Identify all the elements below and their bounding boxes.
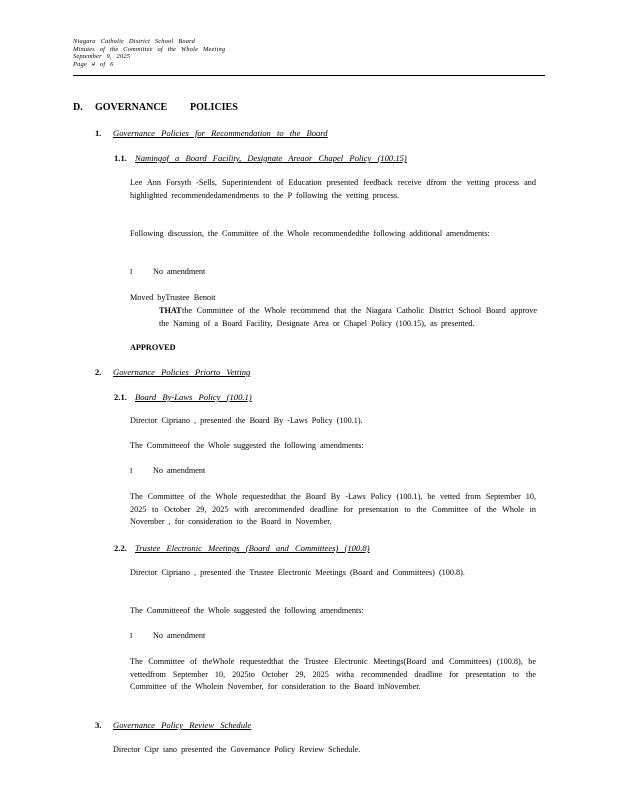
item-1-title: Governance Policies for Recommendation to the Board bbox=[113, 128, 328, 138]
header-page-number: Page 4 of 6 bbox=[73, 60, 114, 68]
item-2-2-number: 2.2. bbox=[114, 543, 127, 553]
item-1-1-motion: the Committee of the Whole recommend that the Niagara Catholic District School Board approve the Naming of a Board Facility, Designate Area or Chapel Policy (100.15), as presented. bbox=[159, 306, 537, 328]
section-title-policies: POLICIES bbox=[190, 102, 238, 113]
item-2-2-bullet-mark: I bbox=[130, 632, 133, 640]
section-letter: D. bbox=[73, 102, 83, 113]
item-1-1-paragraph-1: Lee Ann Forsyth -Sells, Superintendent of Education presented feedback receive dfrom the vetting process and highlighted recommendedamendments to the P following the vetting process. bbox=[130, 178, 536, 200]
item-2-title: Governance Policies Priorto Vetting bbox=[113, 367, 251, 377]
item-2-2-paragraph-2: The Committeeof the Whole suggested the following amendments: bbox=[130, 606, 364, 615]
item-1-1-moved-by: Moved byTrustee Benoit bbox=[130, 293, 216, 302]
item-1-1-number: 1.1. bbox=[114, 153, 127, 163]
item-1-number: 1. bbox=[95, 128, 102, 138]
item-2-2-bullet-text: No amendment bbox=[153, 631, 206, 640]
header-meeting-name: Minutes of the Committee of the Whole Meeting bbox=[73, 45, 226, 53]
item-3-title: Governance Policy Review Schedule bbox=[113, 720, 252, 730]
header-board-name: Niagara Catholic District School Board bbox=[73, 38, 195, 45]
item-3-paragraph-1: Director Cipr iano presented the Governance Policy Review Schedule. bbox=[113, 745, 361, 754]
item-1-1-bullet-mark: I bbox=[130, 268, 133, 276]
item-1-1-approved: APPROVED bbox=[130, 343, 176, 352]
section-title-governance: GOVERNANCE bbox=[95, 102, 168, 113]
item-1-1-bullet-text: No amendment bbox=[153, 267, 206, 276]
item-2-1-title: Board By-Laws Policy (100.1) bbox=[135, 392, 252, 402]
item-3-number: 3. bbox=[95, 720, 102, 730]
item-2-1-bullet-text: No amendment bbox=[153, 466, 206, 475]
item-2-1-paragraph-3: The Committee of the Whole requestedthat the Board By -Laws Policy (100.1), be vetted from September 10, 2025 to October 29, 2025 with arecommended deadline for presentation to the Committee of the Whole in November , for consideration to the Board in November. bbox=[130, 492, 536, 527]
header-divider bbox=[73, 75, 545, 76]
item-2-1-number: 2.1. bbox=[114, 392, 127, 402]
header-date: September 9, 2025 bbox=[73, 53, 131, 61]
item-2-number: 2. bbox=[95, 367, 102, 377]
item-2-1-paragraph-2: The Committeeof the Whole suggested the following amendments: bbox=[130, 441, 364, 450]
item-1-1-that: THAT bbox=[159, 306, 182, 315]
item-2-2-title: Trustee Electronic Meetings (Board and Committees) (100.8) bbox=[135, 543, 370, 553]
item-2-2-paragraph-1: Director Cipriano , presented the Trustee Electronic Meetings (Board and Committees) (100.8). bbox=[130, 568, 465, 577]
page-header bbox=[73, 38, 225, 68]
item-1-1-paragraph-2: Following discussion, the Committee of the Whole recommendedthe following additional amendments: bbox=[130, 229, 490, 238]
item-1-1-title: Namingof a Board Facility, Designate Areaor Chapel Policy (100.15) bbox=[135, 153, 407, 163]
item-2-1-bullet-mark: I bbox=[130, 467, 133, 475]
item-2-2-paragraph-3: The Committee of theWhole requestedthat the Trustee Electronic Meetings(Board and Committees) (100.8), be vettedfrom September 10, 2025to October 29, 2025 witha recommended deadline for presentation to the Committee of the Wholein November, for consideration to the Board inNovember. bbox=[130, 657, 536, 692]
item-2-1-paragraph-1: Director Cipriano , presented the Board By -Laws Policy (100.1). bbox=[130, 416, 363, 425]
